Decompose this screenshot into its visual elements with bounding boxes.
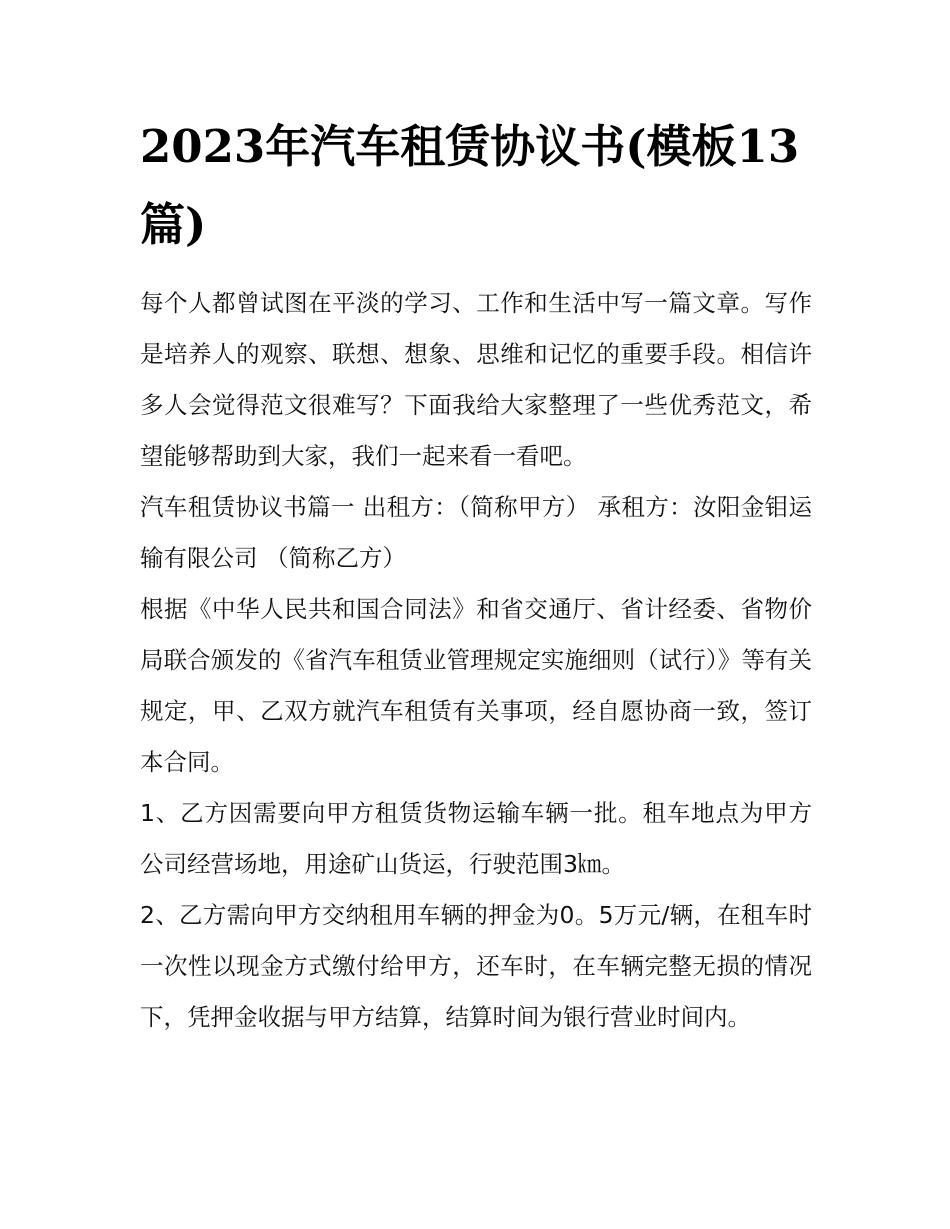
document-title: 2023年汽车租赁协议书(模板13篇) [140, 120, 800, 251]
legal-basis-paragraph: 根据《中华人民共和国合同法》和省交通厅、省计经委、省物价局联合颁发的《省汽车租赁业管理规定实施细则（试行）》等有关规定，甲、乙双方就汽车租赁有关事项，经自愿协商一致，签订本合同。 [140, 595, 812, 776]
parties-paragraph: 汽车租赁协议书篇一 出租方：（简称甲方） 承租方：汝阳金钼运输有限公司 （简称乙方） [140, 493, 812, 572]
document-body [140, 108, 812, 1043]
clause-2-paragraph: 2、乙方需向甲方交纳租用车辆的押金为0。5万元/辆，在租车时一次性以现金方式缴付给甲方，还车时，在车辆完整无损的情况下，凭押金收据与甲方结算，结算时间为银行营业时间内。 [140, 901, 812, 1031]
intro-paragraph: 每个人都曾试图在平淡的学习、工作和生活中写一篇文章。写作是培养人的观察、联想、想象、思维和记忆的重要手段。相信许多人会觉得范文很难写？下面我给大家整理了一些优秀范文，希望能够帮助到大家，我们一起来看一看吧。 [140, 289, 812, 470]
clause-1-paragraph: 1、乙方因需要向甲方租赁货物运输车辆一批。租车地点为甲方公司经营场地，用途矿山货运，行驶范围3㎞。 [140, 799, 812, 878]
